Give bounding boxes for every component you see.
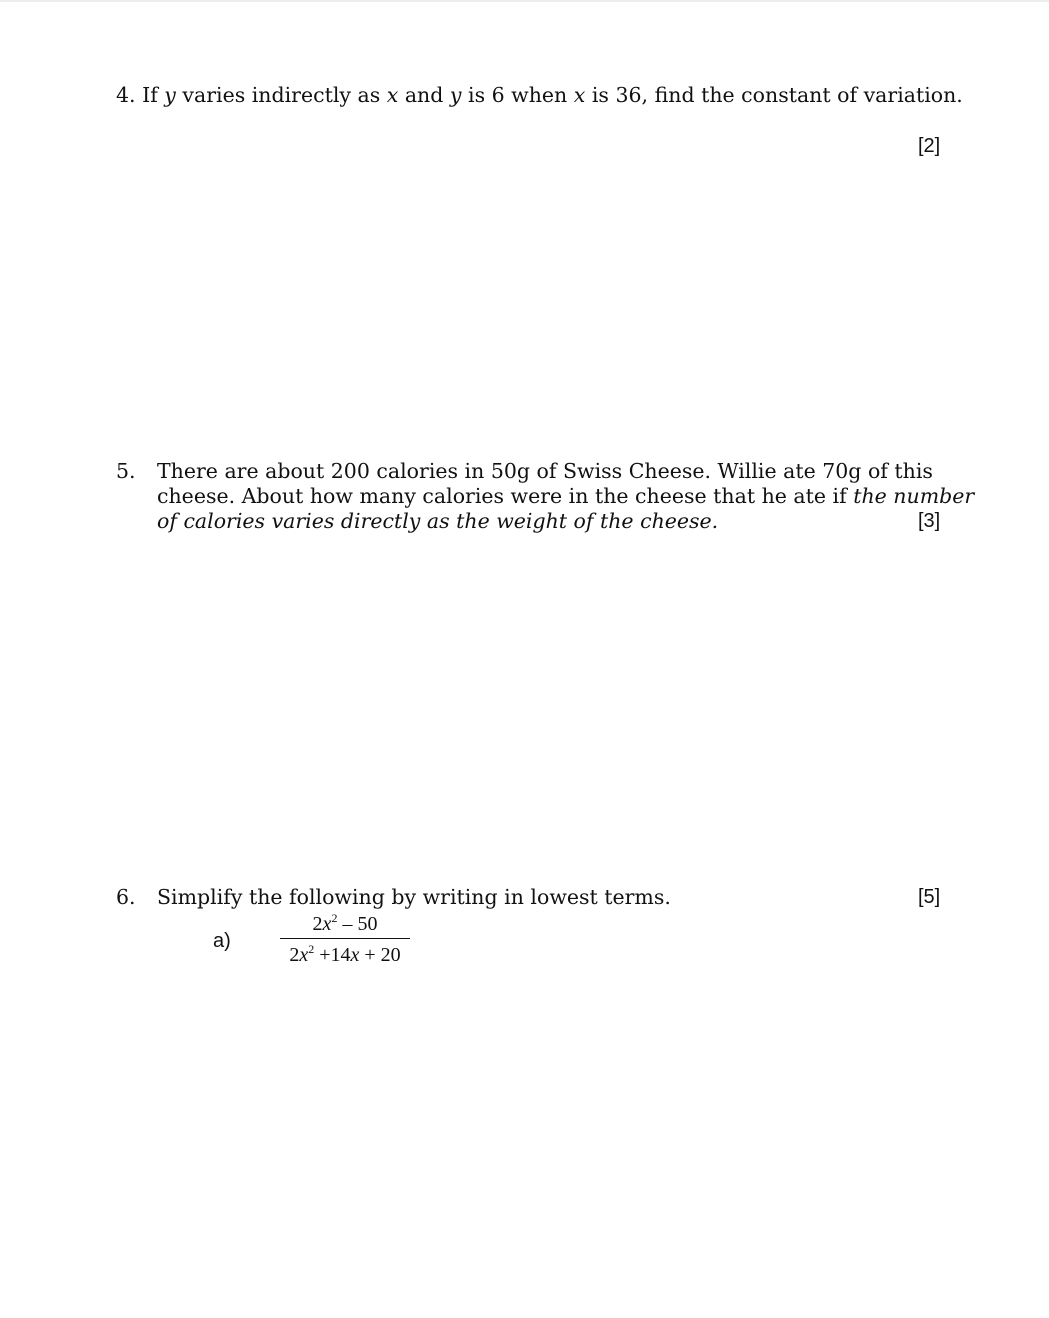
question-5-line-1: There are about 200 calories in 50g of Swiss Cheese. Willie ate 70g of this <box>157 459 933 483</box>
question-4-marks: [2] <box>918 135 941 157</box>
question-5-number: 5. <box>116 459 136 483</box>
fraction-numerator: $2x^2 - 50$ <box>280 910 410 939</box>
question-6-number: 6. <box>116 885 136 909</box>
question-4-text: 4. If y varies indirectly as x and y is 6 when x is 36, find the constant of variation. <box>116 83 963 107</box>
question-6-text: Simplify the following by writing in lowest terms. <box>157 885 671 909</box>
question-6-part-a-label: a) <box>213 930 231 952</box>
question-6-part-a-fraction <box>280 910 410 969</box>
question-5-marks: [3] <box>918 510 941 532</box>
question-5-line-2: cheese. About how many calories were in the cheese that he ate if the number <box>157 484 975 508</box>
question-6-marks: [5] <box>918 886 941 908</box>
question-5-line-3: of calories varies directly as the weight of the cheese. <box>157 509 719 533</box>
page-top-edge <box>0 0 1049 2</box>
fraction-denominator: $2x^2 +14x + 20$ <box>289 942 401 966</box>
question-4-number: 4. <box>116 83 136 107</box>
